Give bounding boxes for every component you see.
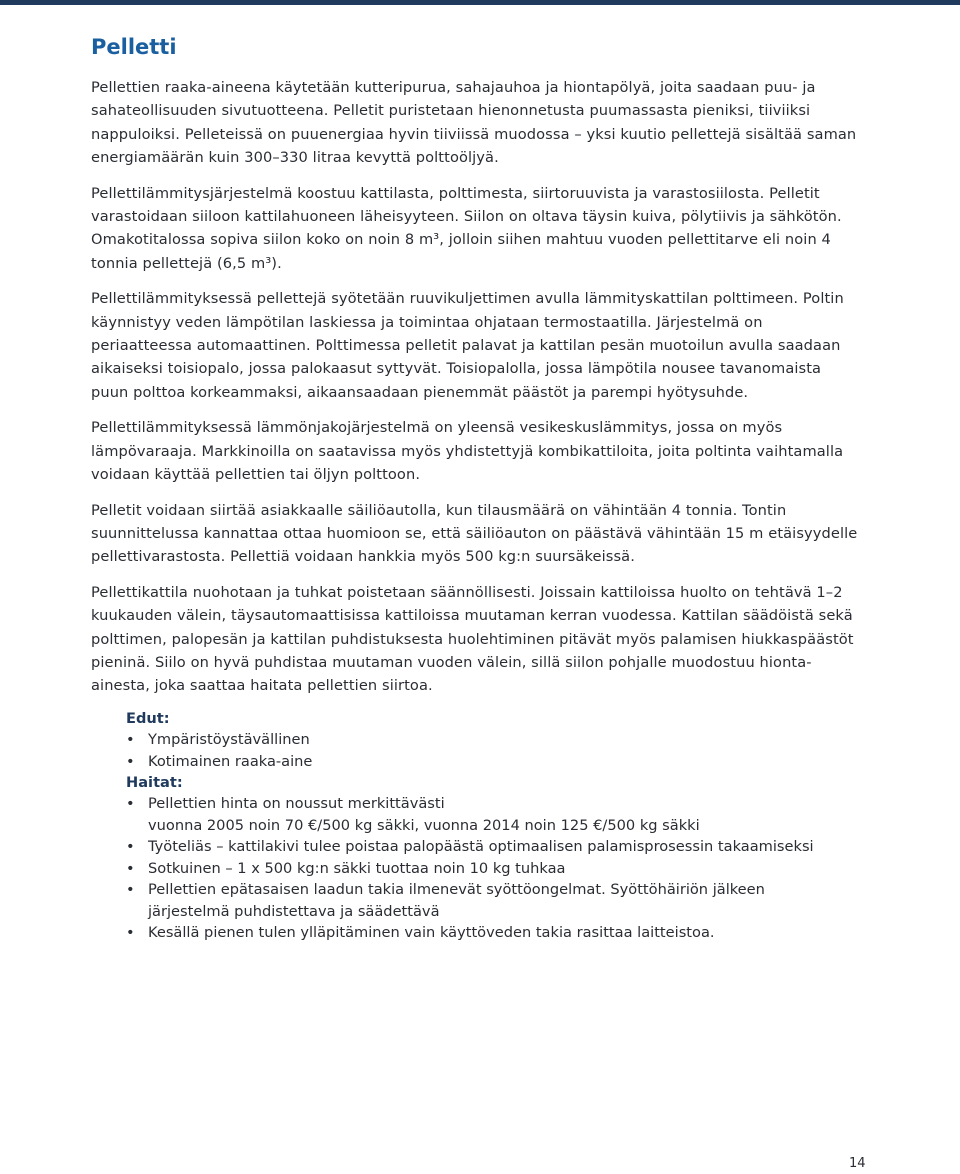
cons-list <box>126 793 866 944</box>
cons-heading: Haitat: <box>126 774 183 791</box>
bullet-icon: • <box>126 859 135 877</box>
list-item <box>126 793 866 836</box>
paragraph-raw-materials: Pellettien raaka-aineena käytetään kutteripurua, sahajauhoa ja hiontapölyä, joita saadaan puu- ja sahateollisuuden sivutuotteena. Pelletit puristetaan hienonnetusta puumassasta pieniksi, tiiviiksi nappuloiksi. Pelleteissä on puuenergiaa hyvin tiiviissä muodossa – yksi kuutio pellettejä sisältää saman energiamäärän kuin 300–330 litraa kevyttä polttoöljyä. <box>91 79 857 167</box>
list-item-text: Pellettien hinta on noussut merkittävästi <box>148 795 445 812</box>
pros-cons-section <box>126 708 866 944</box>
bullet-icon: • <box>126 795 135 812</box>
list-item-text: Pellettien epätasaisen laadun takia ilmenevät syöttöongelmat. Syöttöhäiriön jälkeen <box>148 881 765 898</box>
top-rule <box>0 0 960 5</box>
list-item <box>126 922 866 944</box>
bullet-icon: • <box>126 838 135 855</box>
list-item-text: Sotkuinen – 1 x 500 kg:n säkki tuottaa noin 10 kg tuhkaa <box>148 859 566 877</box>
bullet-icon: • <box>126 731 135 748</box>
list-item <box>126 836 866 858</box>
bullet-icon: • <box>126 924 135 941</box>
paragraph-maintenance: Pellettikattila nuohotaan ja tuhkat poistetaan säännöllisesti. Joissain kattiloissa huolto on tehtävä 1–2 kuukauden välein, täysautomaattisissa kattiloissa muutaman kerran vuodessa. Kattilan säädöistä sekä polttimen, palopesän ja kattilan puhdistuksesta huolehtiminen pitävät myös palamisen hiukkaspäästöt pieninä. Siilo on hyvä puhdistaa muutaman vuoden välein, sillä siilon pohjalle muodostuu hionta-ainesta, joka saattaa haitata pellettien siirtoa. <box>91 583 854 695</box>
bullet-icon: • <box>126 752 135 770</box>
list-item-text: järjestelmä puhdistettava ja säädettävä <box>148 902 440 920</box>
pros-heading: Edut: <box>126 710 170 727</box>
bullet-icon: • <box>126 881 135 898</box>
paragraph-system: Pellettilämmitysjärjestelmä koostuu kattilasta, polttimesta, siirtoruuvista ja varastosiilosta. Pelletit varastoidaan siiloon kattilahuoneen läheisyyteen. Siilon on oltava täysin kuiva, pölytiivis ja sähkötön. Omakotitalossa sopiva siilon koko on noin 8 m³, jolloin siihen mahtuu vuoden pellettitarve eli noin 4 tonnia pellettejä (6,5 m³). <box>91 184 842 272</box>
list-item <box>126 858 866 880</box>
list-item <box>126 751 866 773</box>
list-item-text: Ympäristöystävällinen <box>148 731 310 748</box>
pros-list <box>126 729 866 772</box>
body-text <box>91 76 861 710</box>
list-item <box>126 879 866 922</box>
list-item-text: Kotimainen raaka-aine <box>148 752 313 770</box>
paragraph-delivery: Pelletit voidaan siirtää asiakkaalle säiliöautolla, kun tilausmäärä on vähintään 4 tonnia. Tontin suunnittelussa kannattaa ottaa huomioon se, että säiliöauton on päästävä vähintään 15 m etäisyydelle pellettivarastosta. Pellettiä voidaan hankkia myös 500 kg:n suursäkeissä. <box>91 501 858 566</box>
list-item-text: Työteliäs – kattilakivi tulee poistaa palopäästä optimaalisen palamisprosessin takaamiseksi <box>148 838 814 855</box>
list-item-text: vuonna 2005 noin 70 €/500 kg säkki, vuonna 2014 noin 125 €/500 kg säkki <box>148 816 700 834</box>
list-item <box>126 729 866 751</box>
paragraph-heat-distribution: Pellettilämmityksessä lämmönjakojärjestelmä on yleensä vesikeskuslämmitys, jossa on myös lämpövaraaja. Markkinoilla on saatavissa myös yhdistettyjä kombikattiloita, joita poltinta vaihtamalla voidaan käyttää pellettien tai öljyn polttoon. <box>91 419 844 484</box>
list-item-text: Kesällä pienen tulen ylläpitäminen vain käyttöveden takia rasittaa laitteistoa. <box>148 924 715 941</box>
page-title: Pelletti <box>91 35 177 59</box>
page-number: 14 <box>849 1156 866 1171</box>
paragraph-operation: Pellettilämmityksessä pellettejä syötetään ruuvikuljettimen avulla lämmityskattilan polttimeen. Poltin käynnistyy veden lämpötilan laskiessa ja toimintaa ohjataan termostaatilla. Järjestelmä on periaatteessa automaattinen. Polttimessa pelletit palavat ja kattilan pesän muotoilun avulla saadaan aikaiseksi toisiopalo, jossa palokaasut syttyvät. Toisiopalolla, jossa lämpötila nousee tavanomaista puun polttoa korkeammaksi, aikaansaadaan pienemmät päästöt ja parempi hyötysuhde. <box>91 290 844 401</box>
